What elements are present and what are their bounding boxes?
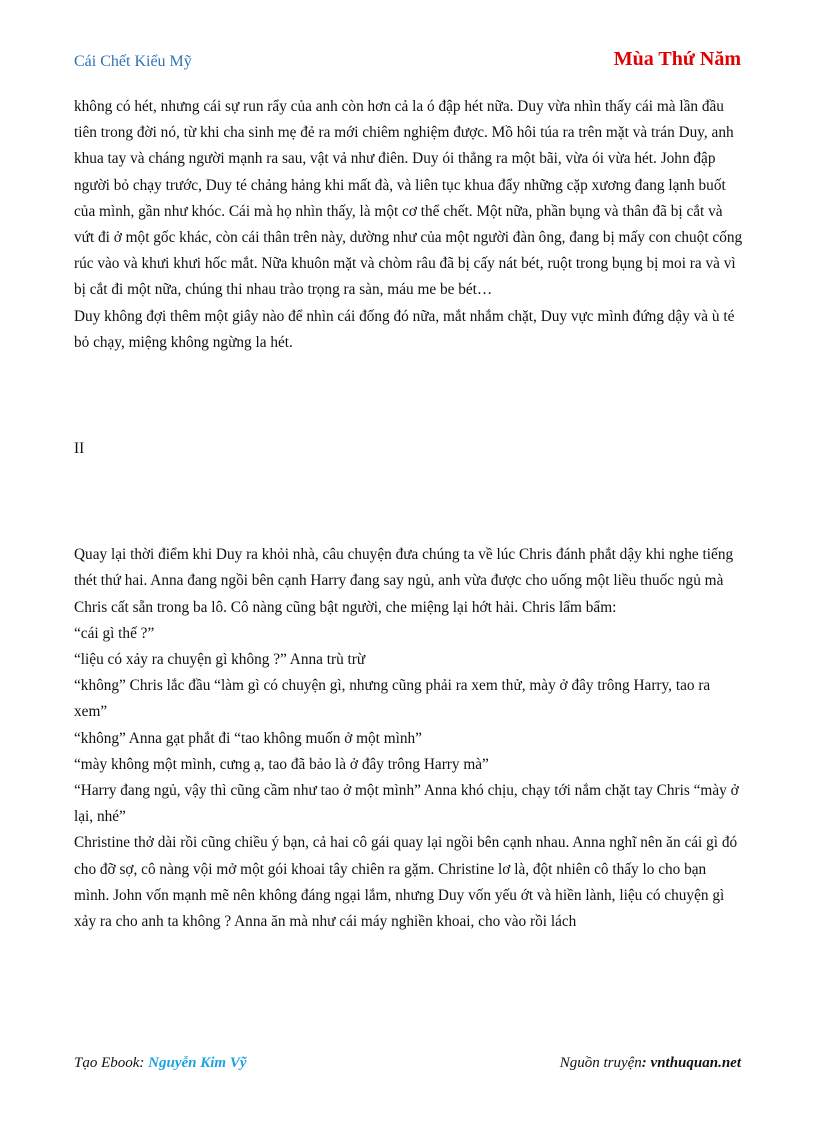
source-label: Nguồn truyện — [559, 1055, 642, 1071]
paragraph: Quay lại thời điểm khi Duy ra khỏi nhà, câu chuyện đưa chúng ta về lúc Chris đánh phắt dậy khi nghe tiếng thét thứ hai. Anna đang ngồi bên cạnh Harry đang say ngủ, anh vừa được cho uống một liều thuốc ngủ mà Chris cất sẵn trong ba lô. Cô nàng cũng bật người, che miệng lại hớt hải. Chris lẩm bẩm: — [74, 546, 734, 616]
dialogue-line: “Harry đang ngủ, vậy thì cũng cầm như tao ở một mình” Anna khó chịu, chạy tới nắm chặt tay Chris “mày ở lại, nhé” — [74, 782, 739, 826]
section-heading: II — [74, 440, 85, 458]
dialogue-line: “không” Chris lắc đầu “làm gì có chuyện gì, nhưng cũng phải ra xem thử, mày ở đây trông Harry, tao ra xem” — [74, 677, 711, 721]
chapter-title: Mùa Thứ Năm — [613, 48, 741, 70]
dialogue-line: “không” Anna gạt phắt đi “tao không muốn ở một mình” — [74, 729, 422, 747]
paragraph: không có hét, nhưng cái sự run rẩy của anh còn hơn cả la ó đập hét nữa. Duy vừa nhìn thấy cái mà lần đầu tiên trong đời nó, từ khi cha sinh mẹ đẻ ra mới chiêm nghiệm được. Mồ hôi túa ra trên mặt và trán Duy, anh khua tay và cháng người mạnh ra sau, vật vả như điên. Duy ói thẳng ra một bãi, vừa ói vừa hét. John đập người bỏ chạy trước, Duy té chảng hảng khi mất đà, và liên tục khua đẩy những cặp xương đang lạnh buốt của mình, gần như khóc. Cái mà họ nhìn thấy, là một cơ thể chết. Một nữa, phần bụng và thân đã bị cắt và vứt đi ở một gốc khác, còn cái thân trên này, dường như của một người đàn ông, đang bị mấy con chuột cống rúc vào và khưi khưi hốc mắt. Nữa khuôn mặt và chòm râu đã bị cấy nát bét, ruột trong bụng bị moi ra và vì bị cắt đi một nữa, chúng thi nhau trào trọng ra sàn, máu me be bét… — [74, 98, 743, 299]
ebook-author: Nguyễn Kim Vỹ — [148, 1055, 247, 1071]
page-body — [74, 94, 744, 935]
ebook-label: Tạo Ebook — [74, 1055, 140, 1071]
book-title: Cái Chết Kiểu Mỹ — [74, 53, 192, 70]
dialogue-line: “cái gì thế ?” — [74, 624, 155, 642]
page-header — [74, 48, 741, 76]
paragraph: Christine thở dài rồi cũng chiều ý bạn, cả hai cô gái quay lại ngồi bên cạnh nhau. Anna nghĩ nên ăn cái gì đó cho đỡ sợ, cô nàng vội mở một gói khoai tây chiên ra gặm. Christine lơ là, đột nhiên cô thấy lo cho bạn mình. John vốn mạnh mẽ nên không đáng ngại lắm, nhưng Duy vốn yếu ớt và hiền lành, liệu có chuyện gì xảy ra cho anh ta không ? Anna ăn mà như cái máy nghiền khoai, cho vào rồi lách — [74, 834, 738, 931]
paragraph: Duy không đợi thêm một giây nào để nhìn cái đống đó nữa, mắt nhắm chặt, Duy vực mình đứng dậy và ù té bỏ chạy, miệng không ngừng la hét. — [74, 307, 735, 351]
dialogue-line: “liệu có xảy ra chuyện gì không ?” Anna trù trừ — [74, 651, 366, 669]
ebook-credit: Tạo Ebook: Nguyễn Kim Vỹ — [74, 1055, 247, 1071]
source-site: vnthuquan.net — [650, 1055, 741, 1071]
source-credit: Nguồn truyện: vnthuquan.net — [559, 1055, 741, 1071]
dialogue-line: “mày không một mình, cưng ạ, tao đã bảo là ở đây trông Harry mà” — [74, 755, 489, 773]
